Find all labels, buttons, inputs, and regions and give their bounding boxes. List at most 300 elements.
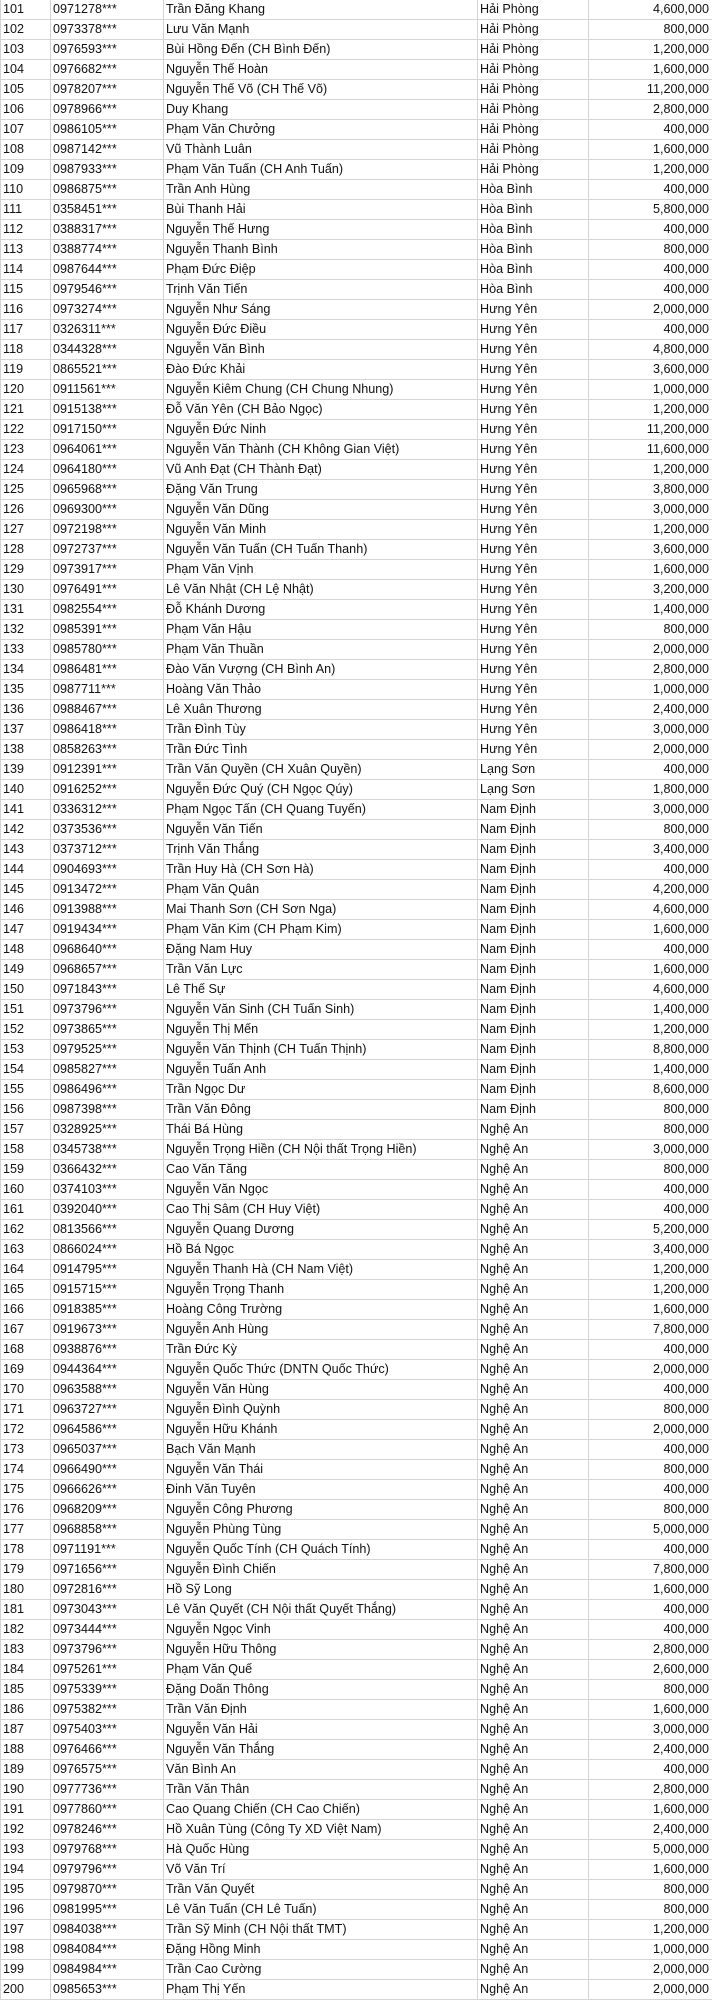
phone-number: 0971278*** — [51, 0, 164, 20]
province: Hải Phòng — [478, 20, 589, 40]
row-number: 125 — [1, 480, 51, 500]
row-number: 148 — [1, 940, 51, 960]
province: Nam Định — [478, 900, 589, 920]
table-row — [1, 840, 712, 860]
province: Nam Định — [478, 820, 589, 840]
customer-name: Nguyễn Hữu Thông — [164, 1640, 478, 1660]
province: Nam Định — [478, 860, 589, 880]
customer-name: Nguyễn Như Sáng — [164, 300, 478, 320]
reward-amount: 400,000 — [589, 1440, 712, 1460]
phone-number: 0328925*** — [51, 1120, 164, 1140]
province: Hải Phòng — [478, 60, 589, 80]
province: Hưng Yên — [478, 420, 589, 440]
phone-number: 0978207*** — [51, 80, 164, 100]
province: Nghệ An — [478, 1780, 589, 1800]
phone-number: 0975261*** — [51, 1660, 164, 1680]
phone-number: 0987142*** — [51, 140, 164, 160]
reward-amount: 2,000,000 — [589, 300, 712, 320]
province: Nghệ An — [478, 1840, 589, 1860]
row-number: 156 — [1, 1100, 51, 1120]
table-row — [1, 1720, 712, 1740]
reward-amount: 2,000,000 — [589, 1980, 712, 2000]
customer-name: Nguyễn Văn Tiến — [164, 820, 478, 840]
province: Nghệ An — [478, 1760, 589, 1780]
customer-name: Bùi Hồng Đến (CH Bình Đến) — [164, 40, 478, 60]
table-row — [1, 60, 712, 80]
table-row — [1, 420, 712, 440]
row-number: 146 — [1, 900, 51, 920]
province: Hòa Bình — [478, 280, 589, 300]
phone-number: 0916252*** — [51, 780, 164, 800]
customer-name: Nguyễn Trọng Thanh — [164, 1280, 478, 1300]
province: Nghệ An — [478, 1940, 589, 1960]
phone-number: 0984038*** — [51, 1920, 164, 1940]
row-number: 162 — [1, 1220, 51, 1240]
row-number: 150 — [1, 980, 51, 1000]
table-row — [1, 240, 712, 260]
customer-name: Trần Đăng Khang — [164, 0, 478, 20]
phone-number: 0972198*** — [51, 520, 164, 540]
customer-name: Nguyễn Quốc Thức (DNTN Quốc Thức) — [164, 1360, 478, 1380]
reward-amount: 5,800,000 — [589, 200, 712, 220]
phone-number: 0976466*** — [51, 1740, 164, 1760]
row-number: 115 — [1, 280, 51, 300]
phone-number: 0981995*** — [51, 1900, 164, 1920]
row-number: 130 — [1, 580, 51, 600]
province: Lạng Sơn — [478, 780, 589, 800]
province: Nghệ An — [478, 1160, 589, 1180]
row-number: 167 — [1, 1320, 51, 1340]
row-number: 128 — [1, 540, 51, 560]
reward-amount: 1,000,000 — [589, 380, 712, 400]
province: Hưng Yên — [478, 660, 589, 680]
phone-number: 0982554*** — [51, 600, 164, 620]
row-number: 124 — [1, 460, 51, 480]
table-row — [1, 1420, 712, 1440]
customer-name: Lê Văn Nhật (CH Lệ Nhật) — [164, 580, 478, 600]
reward-amount: 8,600,000 — [589, 1080, 712, 1100]
reward-amount: 4,600,000 — [589, 900, 712, 920]
phone-number: 0963588*** — [51, 1380, 164, 1400]
row-number: 192 — [1, 1820, 51, 1840]
phone-number: 0973796*** — [51, 1000, 164, 1020]
reward-amount: 1,400,000 — [589, 1000, 712, 1020]
customer-name: Nguyễn Văn Sinh (CH Tuấn Sinh) — [164, 1000, 478, 1020]
phone-number: 0977736*** — [51, 1780, 164, 1800]
province: Nghệ An — [478, 1200, 589, 1220]
table-row — [1, 1460, 712, 1480]
row-number: 200 — [1, 1980, 51, 2000]
table-row — [1, 80, 712, 100]
reward-amount: 400,000 — [589, 260, 712, 280]
province: Nghệ An — [478, 1620, 589, 1640]
row-number: 196 — [1, 1900, 51, 1920]
table-row — [1, 900, 712, 920]
customer-name: Lê Văn Quyết (CH Nội thất Quyết Thắng) — [164, 1600, 478, 1620]
table-row — [1, 560, 712, 580]
customer-name: Trần Cao Cường — [164, 1960, 478, 1980]
reward-amount: 11,600,000 — [589, 440, 712, 460]
province: Nghệ An — [478, 1380, 589, 1400]
table-row — [1, 1700, 712, 1720]
phone-number: 0358451*** — [51, 200, 164, 220]
row-number: 137 — [1, 720, 51, 740]
reward-amount: 400,000 — [589, 1180, 712, 1200]
row-number: 134 — [1, 660, 51, 680]
customer-name: Đặng Hồng Minh — [164, 1940, 478, 1960]
province: Nam Định — [478, 840, 589, 860]
customer-name: Nguyễn Anh Hùng — [164, 1320, 478, 1340]
province: Hưng Yên — [478, 560, 589, 580]
table-row — [1, 920, 712, 940]
row-number: 199 — [1, 1960, 51, 1980]
reward-amount: 4,600,000 — [589, 0, 712, 20]
reward-amount: 800,000 — [589, 1160, 712, 1180]
row-number: 157 — [1, 1120, 51, 1140]
row-number: 147 — [1, 920, 51, 940]
customer-name: Phạm Văn Kim (CH Phạm Kim) — [164, 920, 478, 940]
phone-number: 0976491*** — [51, 580, 164, 600]
province: Nghệ An — [478, 1500, 589, 1520]
customer-name: Lê Thế Sự — [164, 980, 478, 1000]
reward-amount: 400,000 — [589, 1760, 712, 1780]
customer-name: Nguyễn Đức Điều — [164, 320, 478, 340]
customer-name: Nguyễn Đức Quý (CH Ngọc Qúy) — [164, 780, 478, 800]
table-row — [1, 1280, 712, 1300]
row-number: 185 — [1, 1680, 51, 1700]
customer-name: Bạch Văn Mạnh — [164, 1440, 478, 1460]
province: Nam Định — [478, 1100, 589, 1120]
province: Nghệ An — [478, 1740, 589, 1760]
reward-amount: 800,000 — [589, 1400, 712, 1420]
table-row — [1, 520, 712, 540]
province: Nghệ An — [478, 1660, 589, 1680]
phone-number: 0388774*** — [51, 240, 164, 260]
province: Hưng Yên — [478, 300, 589, 320]
table-row — [1, 1120, 712, 1140]
row-number: 101 — [1, 0, 51, 20]
table-row — [1, 1480, 712, 1500]
table-row — [1, 320, 712, 340]
province: Nghệ An — [478, 1180, 589, 1200]
table-row — [1, 980, 712, 1000]
phone-number: 0344328*** — [51, 340, 164, 360]
customer-name: Nguyễn Quang Dương — [164, 1220, 478, 1240]
province: Nghệ An — [478, 1600, 589, 1620]
customer-name: Trần Văn Đông — [164, 1100, 478, 1120]
province: Nghệ An — [478, 1280, 589, 1300]
row-number: 122 — [1, 420, 51, 440]
row-number: 195 — [1, 1880, 51, 1900]
customer-name: Trần Ngọc Dư — [164, 1080, 478, 1100]
province: Nghệ An — [478, 1140, 589, 1160]
table-row — [1, 1520, 712, 1540]
province: Nghệ An — [478, 1240, 589, 1260]
row-number: 108 — [1, 140, 51, 160]
reward-amount: 1,600,000 — [589, 1700, 712, 1720]
reward-amount: 3,000,000 — [589, 1720, 712, 1740]
province: Hưng Yên — [478, 600, 589, 620]
phone-number: 0858263*** — [51, 740, 164, 760]
table-row — [1, 1220, 712, 1240]
reward-amount: 400,000 — [589, 180, 712, 200]
row-number: 104 — [1, 60, 51, 80]
province: Hưng Yên — [478, 540, 589, 560]
customer-name: Đỗ Khánh Dương — [164, 600, 478, 620]
row-number: 182 — [1, 1620, 51, 1640]
phone-number: 0373536*** — [51, 820, 164, 840]
province: Hưng Yên — [478, 500, 589, 520]
table-row — [1, 720, 712, 740]
customer-name: Nguyễn Văn Thắng — [164, 1740, 478, 1760]
table-row — [1, 660, 712, 680]
reward-amount: 3,400,000 — [589, 840, 712, 860]
phone-number: 0976682*** — [51, 60, 164, 80]
province: Nghệ An — [478, 1680, 589, 1700]
row-number: 159 — [1, 1160, 51, 1180]
row-number: 179 — [1, 1560, 51, 1580]
table-row — [1, 280, 712, 300]
customer-name: Phạm Văn Quân — [164, 880, 478, 900]
province: Hải Phòng — [478, 40, 589, 60]
reward-amount: 1,200,000 — [589, 520, 712, 540]
customer-name: Hoàng Công Trường — [164, 1300, 478, 1320]
province: Nghệ An — [478, 1340, 589, 1360]
reward-amount: 2,800,000 — [589, 1640, 712, 1660]
table-row — [1, 500, 712, 520]
customer-name: Võ Văn Trí — [164, 1860, 478, 1880]
customer-name: Lê Xuân Thương — [164, 700, 478, 720]
reward-amount: 1,600,000 — [589, 560, 712, 580]
phone-number: 0979870*** — [51, 1880, 164, 1900]
customer-name: Nguyễn Đình Chiến — [164, 1560, 478, 1580]
customer-name: Trần Đức Tình — [164, 740, 478, 760]
reward-amount: 1,200,000 — [589, 1280, 712, 1300]
table-row — [1, 120, 712, 140]
customer-name: Phạm Thị Yến — [164, 1980, 478, 2000]
reward-amount: 800,000 — [589, 1500, 712, 1520]
table-row — [1, 1580, 712, 1600]
phone-number: 0938876*** — [51, 1340, 164, 1360]
province: Nam Định — [478, 800, 589, 820]
phone-number: 0971843*** — [51, 980, 164, 1000]
row-number: 153 — [1, 1040, 51, 1060]
province: Nghệ An — [478, 1480, 589, 1500]
row-number: 114 — [1, 260, 51, 280]
customer-name: Phạm Đức Điệp — [164, 260, 478, 280]
reward-amount: 1,200,000 — [589, 400, 712, 420]
reward-amount: 1,200,000 — [589, 460, 712, 480]
table-row — [1, 1040, 712, 1060]
row-number: 121 — [1, 400, 51, 420]
province: Hưng Yên — [478, 380, 589, 400]
phone-number: 0969300*** — [51, 500, 164, 520]
customer-name: Hồ Xuân Tùng (Công Ty XD Việt Nam) — [164, 1820, 478, 1840]
table-row — [1, 460, 712, 480]
row-number: 139 — [1, 760, 51, 780]
reward-amount: 4,200,000 — [589, 880, 712, 900]
customer-name: Phạm Văn Tuấn (CH Anh Tuấn) — [164, 160, 478, 180]
customer-name: Trần Văn Lực — [164, 960, 478, 980]
row-number: 107 — [1, 120, 51, 140]
phone-number: 0911561*** — [51, 380, 164, 400]
table-row — [1, 1620, 712, 1640]
province: Hưng Yên — [478, 480, 589, 500]
phone-number: 0973796*** — [51, 1640, 164, 1660]
province: Hưng Yên — [478, 680, 589, 700]
reward-amount: 2,800,000 — [589, 1780, 712, 1800]
phone-number: 0919434*** — [51, 920, 164, 940]
reward-amount: 3,400,000 — [589, 1240, 712, 1260]
reward-amount: 11,200,000 — [589, 420, 712, 440]
row-number: 174 — [1, 1460, 51, 1480]
row-number: 120 — [1, 380, 51, 400]
table-row — [1, 1240, 712, 1260]
reward-amount: 7,800,000 — [589, 1320, 712, 1340]
table-row — [1, 1600, 712, 1620]
reward-amount: 3,600,000 — [589, 540, 712, 560]
reward-amount: 1,000,000 — [589, 1940, 712, 1960]
reward-amount: 3,000,000 — [589, 800, 712, 820]
phone-number: 0971191*** — [51, 1540, 164, 1560]
table-row — [1, 200, 712, 220]
phone-number: 0965037*** — [51, 1440, 164, 1460]
phone-number: 0979525*** — [51, 1040, 164, 1060]
province: Nam Định — [478, 1000, 589, 1020]
phone-number: 0388317*** — [51, 220, 164, 240]
row-number: 184 — [1, 1660, 51, 1680]
reward-amount: 400,000 — [589, 280, 712, 300]
row-number: 187 — [1, 1720, 51, 1740]
customer-name: Vũ Anh Đạt (CH Thành Đạt) — [164, 460, 478, 480]
phone-number: 0964180*** — [51, 460, 164, 480]
customer-name: Cao Thị Sâm (CH Huy Việt) — [164, 1200, 478, 1220]
table-row — [1, 140, 712, 160]
phone-number: 0976593*** — [51, 40, 164, 60]
phone-number: 0944364*** — [51, 1360, 164, 1380]
table-row — [1, 1960, 712, 1980]
phone-number: 0965968*** — [51, 480, 164, 500]
row-number: 176 — [1, 1500, 51, 1520]
phone-number: 0966490*** — [51, 1460, 164, 1480]
phone-number: 0987933*** — [51, 160, 164, 180]
table-row — [1, 180, 712, 200]
winners-table-body — [1, 0, 712, 2000]
province: Nghệ An — [478, 1560, 589, 1580]
customer-name: Phạm Văn Quế — [164, 1660, 478, 1680]
phone-number: 0985653*** — [51, 1980, 164, 2000]
province: Nam Định — [478, 1040, 589, 1060]
reward-amount: 400,000 — [589, 1380, 712, 1400]
row-number: 127 — [1, 520, 51, 540]
phone-number: 0963727*** — [51, 1400, 164, 1420]
province: Hưng Yên — [478, 700, 589, 720]
phone-number: 0979546*** — [51, 280, 164, 300]
phone-number: 0987644*** — [51, 260, 164, 280]
province: Hải Phòng — [478, 140, 589, 160]
province: Hưng Yên — [478, 640, 589, 660]
province: Nghệ An — [478, 1640, 589, 1660]
table-row — [1, 480, 712, 500]
customer-name: Trần Văn Quyền (CH Xuân Quyền) — [164, 760, 478, 780]
row-number: 123 — [1, 440, 51, 460]
phone-number: 0979796*** — [51, 1860, 164, 1880]
phone-number: 0913988*** — [51, 900, 164, 920]
reward-amount: 400,000 — [589, 120, 712, 140]
province: Hòa Bình — [478, 220, 589, 240]
row-number: 118 — [1, 340, 51, 360]
customer-name: Phạm Văn Hậu — [164, 620, 478, 640]
customer-name: Nguyễn Hữu Khánh — [164, 1420, 478, 1440]
customer-name: Nguyễn Văn Ngọc — [164, 1180, 478, 1200]
table-row — [1, 880, 712, 900]
reward-amount: 2,000,000 — [589, 1360, 712, 1380]
reward-amount: 3,000,000 — [589, 720, 712, 740]
province: Nghệ An — [478, 1980, 589, 2000]
reward-amount: 1,400,000 — [589, 1060, 712, 1080]
row-number: 168 — [1, 1340, 51, 1360]
phone-number: 0964061*** — [51, 440, 164, 460]
phone-number: 0975403*** — [51, 1720, 164, 1740]
reward-amount: 2,600,000 — [589, 1660, 712, 1680]
table-row — [1, 20, 712, 40]
reward-amount: 2,800,000 — [589, 100, 712, 120]
province: Nam Định — [478, 1080, 589, 1100]
phone-number: 0986481*** — [51, 660, 164, 680]
reward-amount: 3,000,000 — [589, 500, 712, 520]
row-number: 151 — [1, 1000, 51, 1020]
reward-amount: 800,000 — [589, 1880, 712, 1900]
phone-number: 0326311*** — [51, 320, 164, 340]
province: Nghệ An — [478, 1700, 589, 1720]
row-number: 149 — [1, 960, 51, 980]
province: Hải Phòng — [478, 120, 589, 140]
province: Nghệ An — [478, 1460, 589, 1480]
customer-name: Nguyễn Trọng Hiền (CH Nội thất Trọng Hiền) — [164, 1140, 478, 1160]
table-row — [1, 1180, 712, 1200]
phone-number: 0988467*** — [51, 700, 164, 720]
customer-name: Nguyễn Thị Mến — [164, 1020, 478, 1040]
row-number: 163 — [1, 1240, 51, 1260]
province: Nghệ An — [478, 1720, 589, 1740]
phone-number: 0975382*** — [51, 1700, 164, 1720]
customer-name: Nguyễn Thanh Hà (CH Nam Việt) — [164, 1260, 478, 1280]
reward-amount: 3,800,000 — [589, 480, 712, 500]
table-row — [1, 340, 712, 360]
customer-name: Đỗ Văn Yên (CH Bảo Ngọc) — [164, 400, 478, 420]
customer-name: Nguyễn Văn Minh — [164, 520, 478, 540]
phone-number: 0915715*** — [51, 1280, 164, 1300]
province: Hòa Bình — [478, 200, 589, 220]
phone-number: 0987711*** — [51, 680, 164, 700]
province: Hưng Yên — [478, 320, 589, 340]
province: Nghệ An — [478, 1300, 589, 1320]
customer-name: Nguyễn Thế Hưng — [164, 220, 478, 240]
table-row — [1, 1800, 712, 1820]
customer-name: Trần Văn Quyết — [164, 1880, 478, 1900]
province: Hưng Yên — [478, 520, 589, 540]
phone-number: 0976575*** — [51, 1760, 164, 1780]
table-row — [1, 1880, 712, 1900]
table-row — [1, 1740, 712, 1760]
row-number: 129 — [1, 560, 51, 580]
reward-amount: 400,000 — [589, 860, 712, 880]
customer-name: Nguyễn Phùng Tùng — [164, 1520, 478, 1540]
phone-number: 0985780*** — [51, 640, 164, 660]
row-number: 180 — [1, 1580, 51, 1600]
reward-amount: 2,400,000 — [589, 1740, 712, 1760]
reward-amount: 5,000,000 — [589, 1520, 712, 1540]
